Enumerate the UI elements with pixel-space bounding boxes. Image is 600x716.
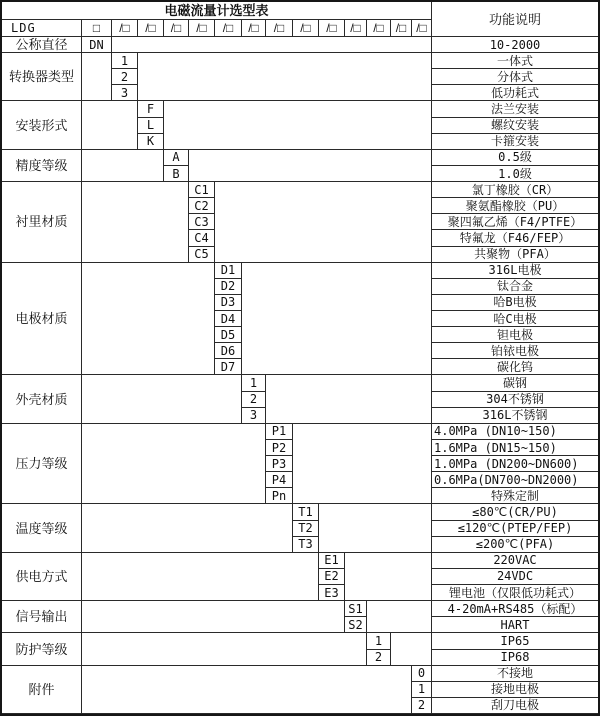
category-code: S1	[345, 601, 367, 617]
category-right-spacer	[266, 375, 432, 423]
model-code-box: □	[82, 20, 112, 37]
category-description: 铂铱电极	[432, 343, 598, 359]
category-label: 温度等级	[2, 504, 82, 552]
category-right-spacer	[242, 263, 432, 376]
category-code: T3	[293, 537, 319, 553]
category-description: 220VAC	[432, 553, 598, 569]
category-code: P3	[266, 456, 293, 472]
function-column-header: 功能说明	[432, 2, 598, 37]
model-slot-box: /□	[319, 20, 345, 37]
category-label: 安装形式	[2, 101, 82, 149]
category-left-spacer	[82, 182, 189, 263]
category-right-spacer	[391, 633, 432, 665]
category-label: 转换器类型	[2, 53, 82, 101]
category-code: 2	[367, 650, 391, 666]
model-slot-box: /□	[293, 20, 319, 37]
category-right-spacer	[189, 150, 432, 182]
category-description: 0.6MPa(DN700~DN2000)	[432, 472, 598, 488]
category-description: HART	[432, 617, 598, 633]
category-description: 哈B电极	[432, 295, 598, 311]
category-description: 锂电池（仅限低功耗式）	[432, 585, 598, 601]
category-code: D5	[215, 327, 242, 343]
category-description: 316L不锈钢	[432, 408, 598, 424]
category-description: 0.5级	[432, 150, 598, 166]
category-description: 低功耗式	[432, 85, 598, 101]
category-description: ≤200℃(PFA)	[432, 537, 598, 553]
table-title: 电磁流量计选型表	[2, 2, 432, 20]
category-left-spacer	[82, 553, 319, 601]
model-slot-box: /□	[266, 20, 293, 37]
category-left-spacer	[82, 375, 242, 423]
model-slot-box: /□	[138, 20, 164, 37]
model-slot-box: /□	[391, 20, 412, 37]
category-description: 一体式	[432, 53, 598, 69]
category-description: 螺纹安装	[432, 118, 598, 134]
category-label: 电极材质	[2, 263, 82, 376]
category-code: 0	[412, 666, 432, 682]
category-description: 4.0MPa (DN10~150)	[432, 424, 598, 440]
category-description: 特氟龙（F46/FEP）	[432, 230, 598, 246]
category-code: 2	[112, 69, 138, 85]
category-code: K	[138, 134, 164, 150]
category-right-spacer	[164, 101, 432, 149]
model-slot-box: /□	[345, 20, 367, 37]
category-code: B	[164, 166, 189, 182]
category-right-spacer	[138, 53, 432, 101]
category-description: 钛合金	[432, 279, 598, 295]
category-right-spacer	[215, 182, 432, 263]
category-label: 外壳材质	[2, 375, 82, 423]
category-description: 共聚物（PFA）	[432, 247, 598, 263]
model-slot-box: /□	[242, 20, 266, 37]
category-code: 2	[242, 392, 266, 408]
category-code: S2	[345, 617, 367, 633]
category-left-spacer	[82, 601, 345, 633]
category-code: 1	[242, 375, 266, 391]
category-left-spacer	[82, 150, 164, 182]
category-code: Pn	[266, 488, 293, 504]
category-label: 信号输出	[2, 601, 82, 633]
category-label: 压力等级	[2, 424, 82, 505]
model-prefix: LDG	[2, 20, 82, 37]
category-code: 1	[112, 53, 138, 69]
category-code: A	[164, 150, 189, 166]
category-code: DN	[82, 37, 112, 53]
category-description: 刮刀电极	[432, 698, 598, 714]
category-right-spacer	[345, 553, 432, 601]
category-description: 1.6MPa (DN15~150)	[432, 440, 598, 456]
category-code: D1	[215, 263, 242, 279]
category-code: E3	[319, 585, 345, 601]
category-label: 公称直径	[2, 37, 82, 53]
category-left-spacer	[82, 53, 112, 101]
category-description: 24VDC	[432, 569, 598, 585]
category-code: L	[138, 118, 164, 134]
category-code: P2	[266, 440, 293, 456]
category-code: 3	[112, 85, 138, 101]
category-description: 聚氨酯橡胶（PU）	[432, 198, 598, 214]
category-left-spacer	[82, 263, 215, 376]
category-description: 特殊定制	[432, 488, 598, 504]
category-code: C4	[189, 230, 215, 246]
category-description: 哈C电极	[432, 311, 598, 327]
category-code: C2	[189, 198, 215, 214]
category-code: 2	[412, 698, 432, 714]
category-left-spacer	[82, 666, 412, 714]
category-code: 1	[412, 682, 432, 698]
category-code: C5	[189, 247, 215, 263]
category-label: 精度等级	[2, 150, 82, 182]
category-description: 钽电极	[432, 327, 598, 343]
model-slot-box: /□	[215, 20, 242, 37]
category-code: C3	[189, 214, 215, 230]
category-description: 接地电极	[432, 682, 598, 698]
category-code: T1	[293, 504, 319, 520]
category-left-spacer	[82, 504, 293, 552]
model-slot-box: /□	[367, 20, 391, 37]
model-slot-box: /□	[189, 20, 215, 37]
category-description: 1.0级	[432, 166, 598, 182]
category-left-spacer	[82, 633, 367, 665]
model-slot-box: /□	[412, 20, 432, 37]
category-code: 3	[242, 408, 266, 424]
category-left-spacer	[82, 424, 266, 505]
category-description: 聚四氟乙烯（F4/PTFE）	[432, 214, 598, 230]
category-description: 氯丁橡胶（CR）	[432, 182, 598, 198]
category-description: 卡箍安装	[432, 134, 598, 150]
category-description: ≤80℃(CR/PU)	[432, 504, 598, 520]
category-code: D7	[215, 359, 242, 375]
category-label: 防护等级	[2, 633, 82, 665]
model-slot-box: /□	[112, 20, 138, 37]
category-description: IP65	[432, 633, 598, 649]
category-description: 分体式	[432, 69, 598, 85]
category-label: 衬里材质	[2, 182, 82, 263]
category-description: 304不锈钢	[432, 392, 598, 408]
category-right-spacer	[319, 504, 432, 552]
category-code: D4	[215, 311, 242, 327]
category-label: 附件	[2, 666, 82, 714]
category-code: D3	[215, 295, 242, 311]
category-label: 供电方式	[2, 553, 82, 601]
category-code: F	[138, 101, 164, 117]
category-description: 法兰安装	[432, 101, 598, 117]
category-code: E1	[319, 553, 345, 569]
category-description: 10-2000	[432, 37, 598, 53]
category-description: ≤120℃(PTEP/FEP)	[432, 521, 598, 537]
category-description: 不接地	[432, 666, 598, 682]
category-code: P4	[266, 472, 293, 488]
category-code: T2	[293, 521, 319, 537]
category-right-spacer	[112, 37, 432, 53]
category-code: C1	[189, 182, 215, 198]
category-right-spacer	[293, 424, 432, 505]
category-left-spacer	[82, 101, 138, 149]
model-slot-box: /□	[164, 20, 189, 37]
category-description: IP68	[432, 650, 598, 666]
category-code: E2	[319, 569, 345, 585]
category-description: 1.0MPa (DN200~DN600)	[432, 456, 598, 472]
category-code: D2	[215, 279, 242, 295]
category-description: 4-20mA+RS485（标配）	[432, 601, 598, 617]
category-description: 316L电极	[432, 263, 598, 279]
category-code: D6	[215, 343, 242, 359]
category-description: 碳化钨	[432, 359, 598, 375]
category-right-spacer	[367, 601, 432, 633]
category-code: 1	[367, 633, 391, 649]
category-code: P1	[266, 424, 293, 440]
category-description: 碳钢	[432, 375, 598, 391]
